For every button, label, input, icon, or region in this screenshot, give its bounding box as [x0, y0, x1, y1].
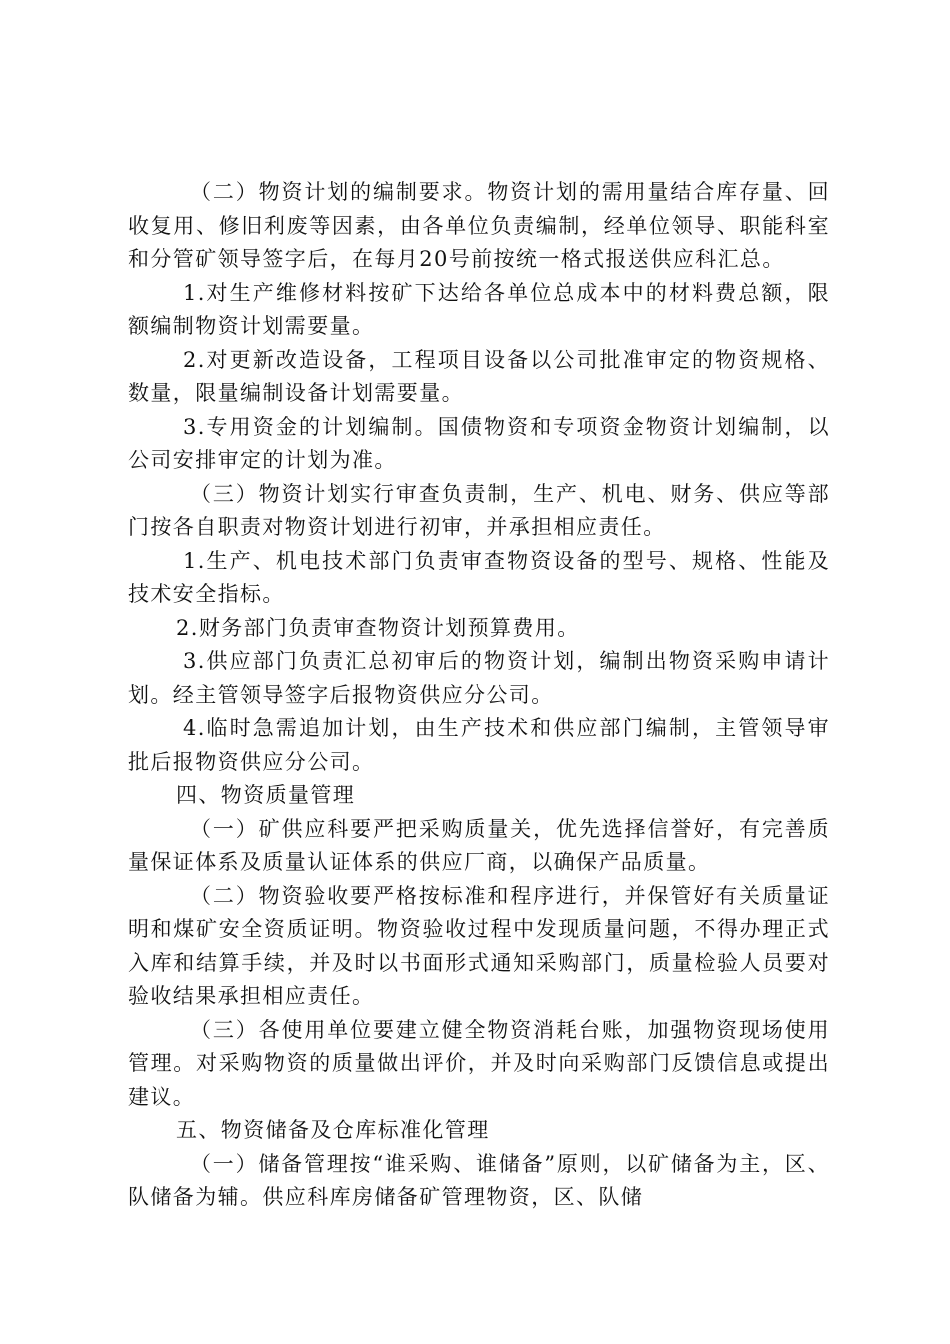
- paragraph-item-1-technical-review: 1.生产、机电技术部门负责审查物资设备的型号、规格、性能及技术安全指标。: [128, 548, 830, 606]
- paragraph-item-4-urgent-plan: 4.临时急需追加计划，由生产技术和供应部门编制，主管领导审批后报物资供应分公司。: [128, 716, 830, 774]
- paragraph-item-3-special-funds: 3.专用资金的计划编制。国债物资和专项资金物资计划编制，以公司安排审定的计划为准。: [128, 414, 830, 472]
- document-body: [128, 176, 830, 1215]
- paragraph-item-1-maintenance-materials: 1.对生产维修材料按矿下达给各单位总成本中的材料费总额，限额编制物资计划需要量。: [128, 280, 830, 338]
- section-heading-quality-management: 四、物资质量管理: [176, 783, 356, 807]
- paragraph-purchase-quality: （一）矿供应科要严把采购质量关，优先选择信誉好，有完善质量保证体系及质量认证体系的供应厂商，以确保产品质量。: [128, 816, 830, 874]
- paragraph-item-2-finance-review: 2.财务部门负责审查物资计划预算费用。: [176, 615, 580, 640]
- paragraph-acceptance-inspection: （二）物资验收要严格按标准和程序进行，并保管好有关质量证明和煤矿安全资质证明。物资验收过程中发现质量问题，不得办理正式入库和结算手续，并及时以书面形式通知采购部门，质量检验人员要对验收结果承担相应责任。: [128, 883, 830, 1008]
- paragraph-material-plan-requirements: （二）物资计划的编制要求。物资计划的需用量结合库存量、回收复用、修旧利废等因素，由各单位负责编制，经单位领导、职能科室和分管矿领导签字后，在每月20号前按统一格式报送供应科汇总。: [128, 180, 830, 271]
- paragraph-consumption-ledger: （三）各使用单位要建立健全物资消耗台账，加强物资现场使用管理。对采购物资的质量做出评价，并及时向采购部门反馈信息或提出建议。: [128, 1017, 830, 1109]
- paragraph-storage-principle: （一）储备管理按“谁采购、谁储备”原则，以矿储备为主，区、队储备为辅。供应科库房储备矿管理物资，区、队储: [128, 1151, 830, 1209]
- paragraph-review-responsibility: （三）物资计划实行审查负责制，生产、机电、财务、供应等部门按各自职责对物资计划进行初审，并承担相应责任。: [128, 481, 830, 539]
- section-heading-storage-management: 五、物资储备及仓库标准化管理: [176, 1118, 490, 1142]
- paragraph-item-2-equipment-renewal: 2.对更新改造设备，工程项目设备以公司批准审定的物资规格、数量，限量编制设备计划需要量。: [128, 347, 830, 405]
- paragraph-item-3-supply-summary: 3.供应部门负责汇总初审后的物资计划，编制出物资采购申请计划。经主管领导签字后报物资供应分公司。: [128, 649, 830, 707]
